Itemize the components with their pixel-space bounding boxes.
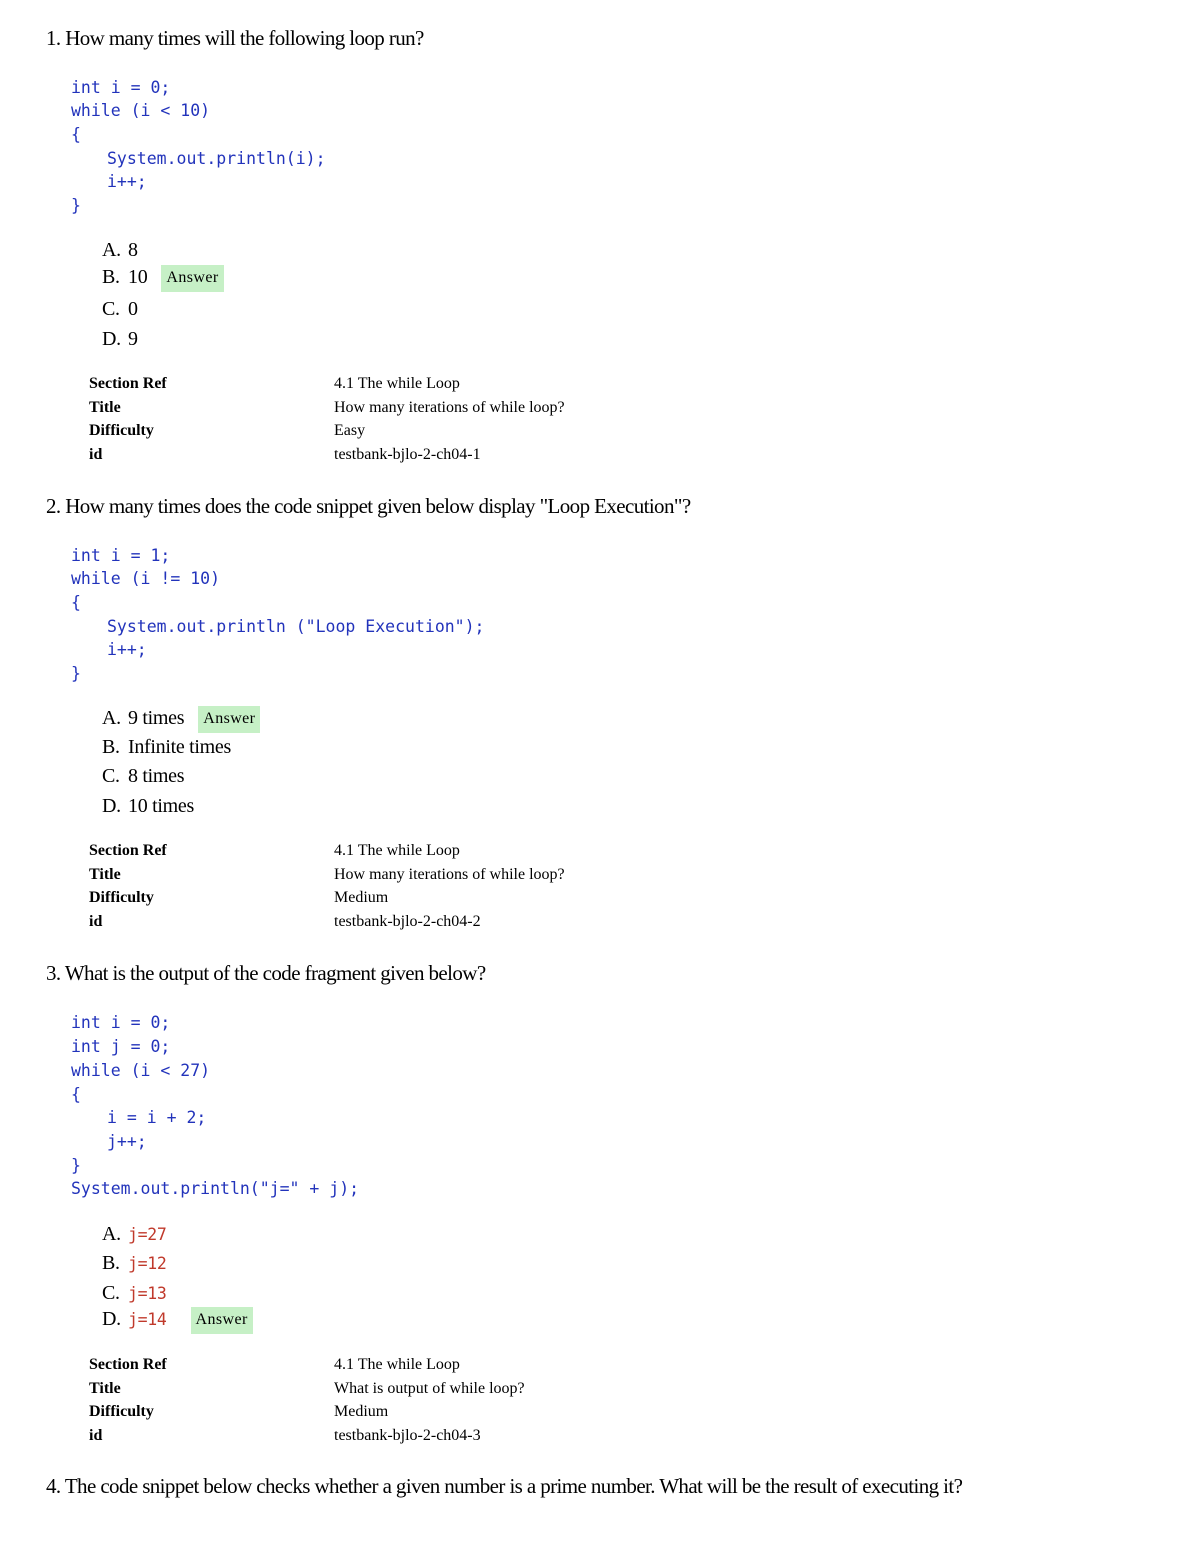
choice-letter: D.: [102, 795, 121, 817]
meta-value: Easy: [334, 422, 366, 439]
meta-value: 4.1 The while Loop: [334, 375, 460, 392]
code-line: int i = 1;: [71, 546, 171, 565]
question-3-text: 3. What is the output of the code fragment given below?: [46, 961, 486, 985]
question-4-text: 4. The code snippet below checks whether a given number is a prime number. What will be the result of executing it?: [46, 1474, 963, 1498]
choice-c[interactable]: [102, 298, 138, 321]
code-line: System.out.println("j=" + j);: [71, 1179, 360, 1198]
choice-a[interactable]: [102, 1223, 167, 1246]
question-1-text: 1. How many times will the following loop run?: [46, 26, 424, 50]
choice-text: 8 times: [128, 765, 185, 787]
meta-label: id: [89, 1427, 103, 1444]
code-line: {: [71, 125, 81, 144]
answer-badge: Answer: [191, 1307, 253, 1334]
code-line: {: [71, 1085, 81, 1104]
code-line: j++;: [107, 1132, 147, 1151]
choice-letter: A.: [102, 707, 121, 730]
choice-c[interactable]: [102, 1282, 167, 1305]
code-line: System.out.println ("Loop Execution");: [107, 617, 485, 636]
meta-label: Section Ref: [89, 375, 167, 392]
answer-badge: Answer: [161, 265, 223, 292]
code-line: while (i < 10): [71, 101, 211, 120]
choice-d[interactable]: [102, 1307, 253, 1334]
answer-badge: Answer: [198, 706, 260, 733]
choice-text: 0: [128, 298, 138, 320]
meta-value: How many iterations of while loop?: [334, 399, 565, 416]
code-line: while (i != 10): [71, 569, 221, 588]
choice-text: j=13: [128, 1284, 167, 1303]
choice-b[interactable]: [102, 265, 224, 292]
choice-text: j=14: [128, 1310, 167, 1330]
meta-value: 4.1 The while Loop: [334, 842, 460, 859]
meta-label: Title: [89, 866, 121, 883]
choice-text: 8: [128, 239, 138, 261]
choice-text: j=12: [128, 1254, 167, 1273]
code-line: int i = 0;: [71, 78, 171, 97]
question-2-text: 2. How many times does the code snippet given below display "Loop Execution"?: [46, 494, 691, 518]
meta-value: Medium: [334, 1403, 389, 1420]
code-line: while (i < 27): [71, 1061, 211, 1080]
meta-label: id: [89, 913, 103, 930]
code-line: int j = 0;: [71, 1037, 171, 1056]
meta-label: Difficulty: [89, 422, 154, 439]
choice-text: 10: [128, 266, 148, 289]
choice-text: 10 times: [128, 795, 194, 817]
meta-value: How many iterations of while loop?: [334, 866, 565, 883]
choice-letter: C.: [102, 765, 120, 787]
choice-text: j=27: [128, 1225, 167, 1244]
meta-value: testbank-bjlo-2-ch04-3: [334, 1427, 481, 1444]
choice-letter: B.: [102, 1252, 120, 1274]
choice-letter: D.: [102, 328, 121, 350]
code-line: i++;: [107, 172, 147, 191]
choice-text: 9 times: [128, 707, 185, 730]
code-line: System.out.println(i);: [107, 149, 326, 168]
choice-letter: C.: [102, 298, 120, 320]
meta-label: Difficulty: [89, 1403, 154, 1420]
code-line: int i = 0;: [71, 1013, 171, 1032]
choice-letter: D.: [102, 1308, 121, 1331]
choice-c[interactable]: [102, 765, 184, 788]
choice-d[interactable]: [102, 328, 138, 351]
choice-letter: A.: [102, 1223, 121, 1245]
code-line: i = i + 2;: [107, 1108, 207, 1127]
choice-a[interactable]: [102, 239, 138, 262]
choice-text: 9: [128, 328, 138, 350]
meta-value: testbank-bjlo-2-ch04-2: [334, 913, 481, 930]
choice-letter: A.: [102, 239, 121, 261]
code-line: i++;: [107, 640, 147, 659]
meta-label: id: [89, 446, 103, 463]
meta-label: Title: [89, 399, 121, 416]
choice-letter: C.: [102, 1282, 120, 1304]
meta-label: Title: [89, 1380, 121, 1397]
choice-letter: B.: [102, 736, 120, 758]
meta-label: Difficulty: [89, 889, 154, 906]
choice-b[interactable]: [102, 736, 231, 759]
meta-value: testbank-bjlo-2-ch04-1: [334, 446, 481, 463]
meta-value: What is output of while loop?: [334, 1380, 525, 1397]
code-line: }: [71, 664, 81, 683]
choice-b[interactable]: [102, 1252, 167, 1275]
choice-d[interactable]: [102, 795, 194, 818]
code-line: {: [71, 593, 81, 612]
code-line: }: [71, 1156, 81, 1175]
meta-value: 4.1 The while Loop: [334, 1356, 460, 1373]
choice-a[interactable]: [102, 706, 260, 733]
meta-label: Section Ref: [89, 842, 167, 859]
meta-label: Section Ref: [89, 1356, 167, 1373]
choice-letter: B.: [102, 266, 120, 289]
meta-value: Medium: [334, 889, 389, 906]
code-line: }: [71, 196, 81, 215]
choice-text: Infinite times: [128, 736, 231, 758]
